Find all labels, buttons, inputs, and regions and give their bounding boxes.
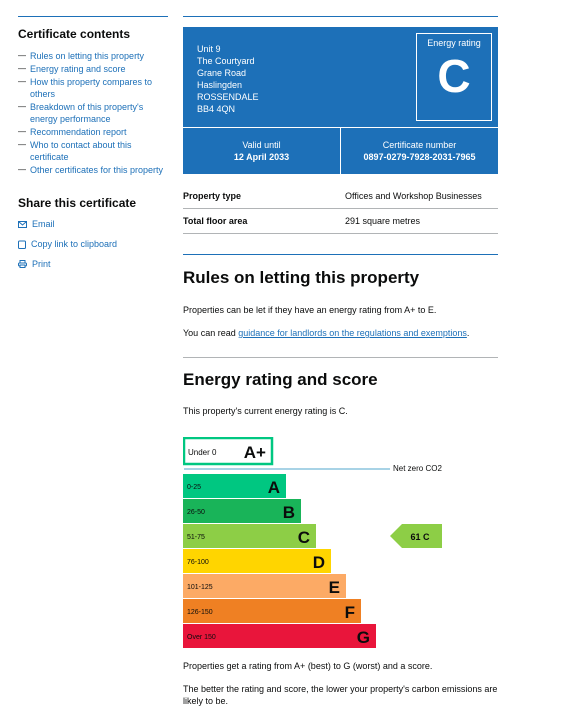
toc-item[interactable]: — Breakdown of this property's energy performance: [18, 101, 168, 125]
current-rating-label: 61 C: [410, 532, 430, 542]
current-rating-text: This property's current energy rating is C.: [183, 406, 348, 416]
property-type-value: Offices and Workshop Businesses: [345, 191, 482, 201]
email-label: Email: [32, 219, 55, 229]
guidance-link[interactable]: guidance for landlords on the regulations and exemptions: [238, 328, 467, 338]
toc-list: [18, 50, 168, 176]
copy-label: Copy link to clipboard: [31, 239, 118, 249]
band-range-label: 0-25: [187, 484, 202, 491]
band-range-label: Over 150: [187, 634, 216, 641]
address-line: ROSSENDALE: [197, 92, 259, 102]
band-letter: F: [344, 603, 355, 622]
certificate-number-label: Certificate number: [382, 140, 457, 150]
band-letter: G: [356, 628, 370, 647]
clipboard-icon: [18, 240, 26, 249]
toc-item[interactable]: — Who to contact about this certificate: [18, 139, 168, 163]
band-range-label: 76-100: [187, 559, 209, 566]
valid-until-label: Valid until: [242, 140, 281, 150]
sidebar: [18, 16, 168, 279]
rating-letter: C: [437, 50, 471, 102]
address-line: Grane Road: [197, 68, 247, 78]
band-letter: D: [312, 553, 325, 572]
main-content: [183, 16, 498, 417]
property-type-label: Property type: [183, 191, 242, 201]
rating-label: Energy rating: [427, 38, 481, 48]
toc-item[interactable]: — Other certificates for this property: [18, 164, 168, 176]
address: [197, 43, 259, 115]
band-range-label: 51-75: [187, 534, 205, 541]
toc-item[interactable]: — Rules on letting this property: [18, 50, 168, 62]
band-range-label: 101-125: [187, 584, 213, 591]
valid-until-value: 12 April 2033: [233, 152, 290, 162]
rules-heading: Rules on letting this property: [183, 268, 420, 287]
band-letter: A+: [243, 443, 266, 462]
rules-text: You can read: [183, 328, 239, 338]
validity-row: [183, 127, 498, 174]
address-line: The Courtyard: [197, 56, 255, 66]
email-link[interactable]: [18, 219, 168, 229]
share-title: Share this certificate: [18, 196, 137, 210]
print-link[interactable]: [18, 259, 168, 269]
certificate-number-value: 0897-0279-7928-2031-7965: [363, 152, 476, 162]
toc-item[interactable]: — Recommendation report: [18, 126, 168, 138]
print-label: Print: [32, 259, 51, 269]
net-zero-label: Net zero CO2: [393, 464, 442, 473]
toc-item[interactable]: — Energy rating and score: [18, 63, 168, 75]
main-divider: [183, 16, 498, 17]
address-line: Haslingden: [197, 80, 243, 90]
floor-area-value: 291 square metres: [345, 216, 421, 226]
email-icon: [18, 221, 27, 228]
sidebar-divider: [18, 16, 168, 17]
band-letter: C: [297, 528, 310, 547]
rules-text: .: [466, 328, 470, 338]
band-range-label: 126-150: [187, 609, 213, 616]
section-divider: [183, 357, 498, 358]
contents-title: Certificate contents: [18, 27, 131, 41]
valid-until-cell: [183, 128, 340, 174]
rating-explanation: Properties get a rating from A+ (best) to G (worst) and a score.: [183, 661, 433, 671]
copy-link[interactable]: [18, 239, 168, 249]
printer-icon: [18, 260, 27, 268]
band-range-label: 26-50: [187, 509, 205, 516]
table-row: [183, 209, 498, 234]
address-line: BB4 4QN: [197, 104, 236, 114]
band-letter: B: [282, 503, 295, 522]
floor-area-label: Total floor area: [183, 216, 248, 226]
band-range-label: Under 0: [188, 448, 217, 457]
address-line: Unit 9: [197, 44, 221, 54]
rating-box: [416, 33, 492, 121]
certificate-number-cell: [340, 128, 498, 174]
table-row: [183, 184, 498, 209]
section-divider: [183, 254, 498, 255]
rules-paragraph: Properties can be let if they have an energy rating from A+ to E.: [183, 305, 437, 315]
band-letter: A: [267, 478, 280, 497]
rules-paragraph: [183, 327, 498, 339]
toc-item[interactable]: — How this property compares to others: [18, 76, 168, 100]
energy-rating-chart: [183, 437, 483, 652]
certificate-header: [183, 27, 498, 127]
rating-explanation: The better the rating and score, the lower your property's carbon emissions are likely to be.: [183, 684, 498, 706]
energy-heading: Energy rating and score: [183, 370, 378, 389]
property-table: [183, 184, 498, 234]
band-letter: E: [328, 578, 340, 597]
